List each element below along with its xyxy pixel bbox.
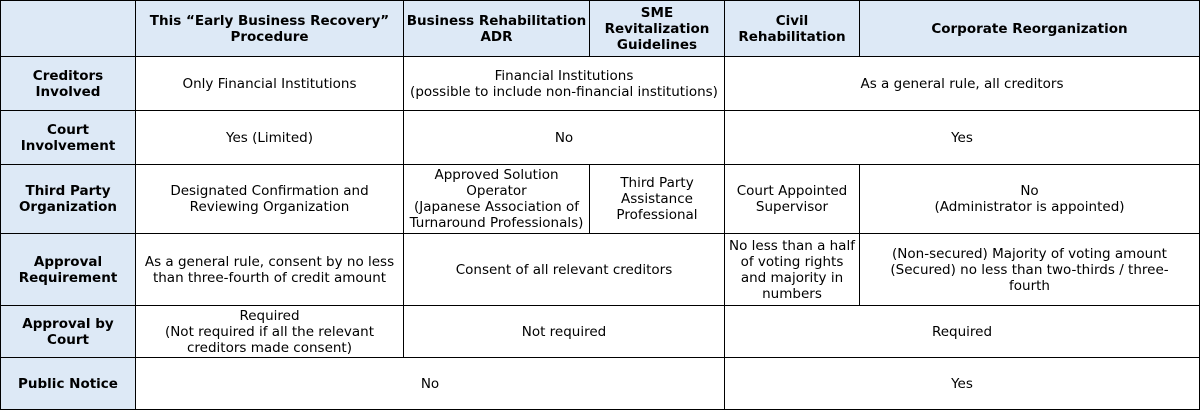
col-header-business-rehabilitation-adr: Business Rehabilitation ADR	[404, 1, 590, 57]
cell-public-notice-civil-corporate: Yes	[725, 358, 1200, 410]
row-header-public-notice: Public Notice	[1, 358, 136, 410]
col-header-corporate-reorganization: Corporate Reorganization	[860, 1, 1200, 57]
col-header-early-business-recovery: This “Early Business Recovery” Procedure	[136, 1, 404, 57]
cell-court-adr-sme: No	[404, 111, 725, 165]
cell-approval-court-civil-corporate: Required	[725, 306, 1200, 358]
row-public-notice	[1, 358, 1200, 410]
cell-approval-court-early: Required (Not required if all the relevant creditors made consent)	[136, 306, 404, 358]
cell-third-party-civil: Court Appointed Supervisor	[725, 165, 860, 234]
cell-creditors-adr-sme: Financial Institutions (possible to include non-financial institutions)	[404, 57, 725, 111]
cell-approval-court-adr-sme: Not required	[404, 306, 725, 358]
row-header-approval-requirement: Approval Requirement	[1, 234, 136, 306]
row-approval-requirement	[1, 234, 1200, 306]
cell-approval-req-adr-sme: Consent of all relevant creditors	[404, 234, 725, 306]
row-approval-by-court	[1, 306, 1200, 358]
cell-approval-req-civil: No less than a half of voting rights and majority in numbers	[725, 234, 860, 306]
row-court-involvement	[1, 111, 1200, 165]
col-header-civil-rehabilitation: Civil Rehabilitation	[725, 1, 860, 57]
row-header-third-party-organization: Third Party Organization	[1, 165, 136, 234]
cell-third-party-corporate: No (Administrator is appointed)	[860, 165, 1200, 234]
row-header-approval-by-court: Approval by Court	[1, 306, 136, 358]
cell-creditors-early: Only Financial Institutions	[136, 57, 404, 111]
cell-third-party-early: Designated Confirmation and Reviewing Organization	[136, 165, 404, 234]
cell-creditors-civil-corporate: As a general rule, all creditors	[725, 57, 1200, 111]
col-header-sme-revitalization-guidelines: SME Revitalization Guidelines	[590, 1, 725, 57]
row-creditors-involved	[1, 57, 1200, 111]
cell-public-notice-early-adr-sme: No	[136, 358, 725, 410]
cell-court-early: Yes (Limited)	[136, 111, 404, 165]
header-row	[1, 1, 1200, 57]
cell-third-party-adr: Approved Solution Operator (Japanese Association of Turnaround Professionals)	[404, 165, 590, 234]
cell-approval-req-early: As a general rule, consent by no less than three-fourth of credit amount	[136, 234, 404, 306]
cell-third-party-sme: Third Party Assistance Professional	[590, 165, 725, 234]
cell-court-civil-corporate: Yes	[725, 111, 1200, 165]
cell-approval-req-corporate: (Non-secured) Majority of voting amount (Secured) no less than two-thirds / three- fourth	[860, 234, 1200, 306]
corner-cell	[1, 1, 136, 57]
row-third-party-organization	[1, 165, 1200, 234]
row-header-court-involvement: Court Involvement	[1, 111, 136, 165]
row-header-creditors-involved: Creditors Involved	[1, 57, 136, 111]
